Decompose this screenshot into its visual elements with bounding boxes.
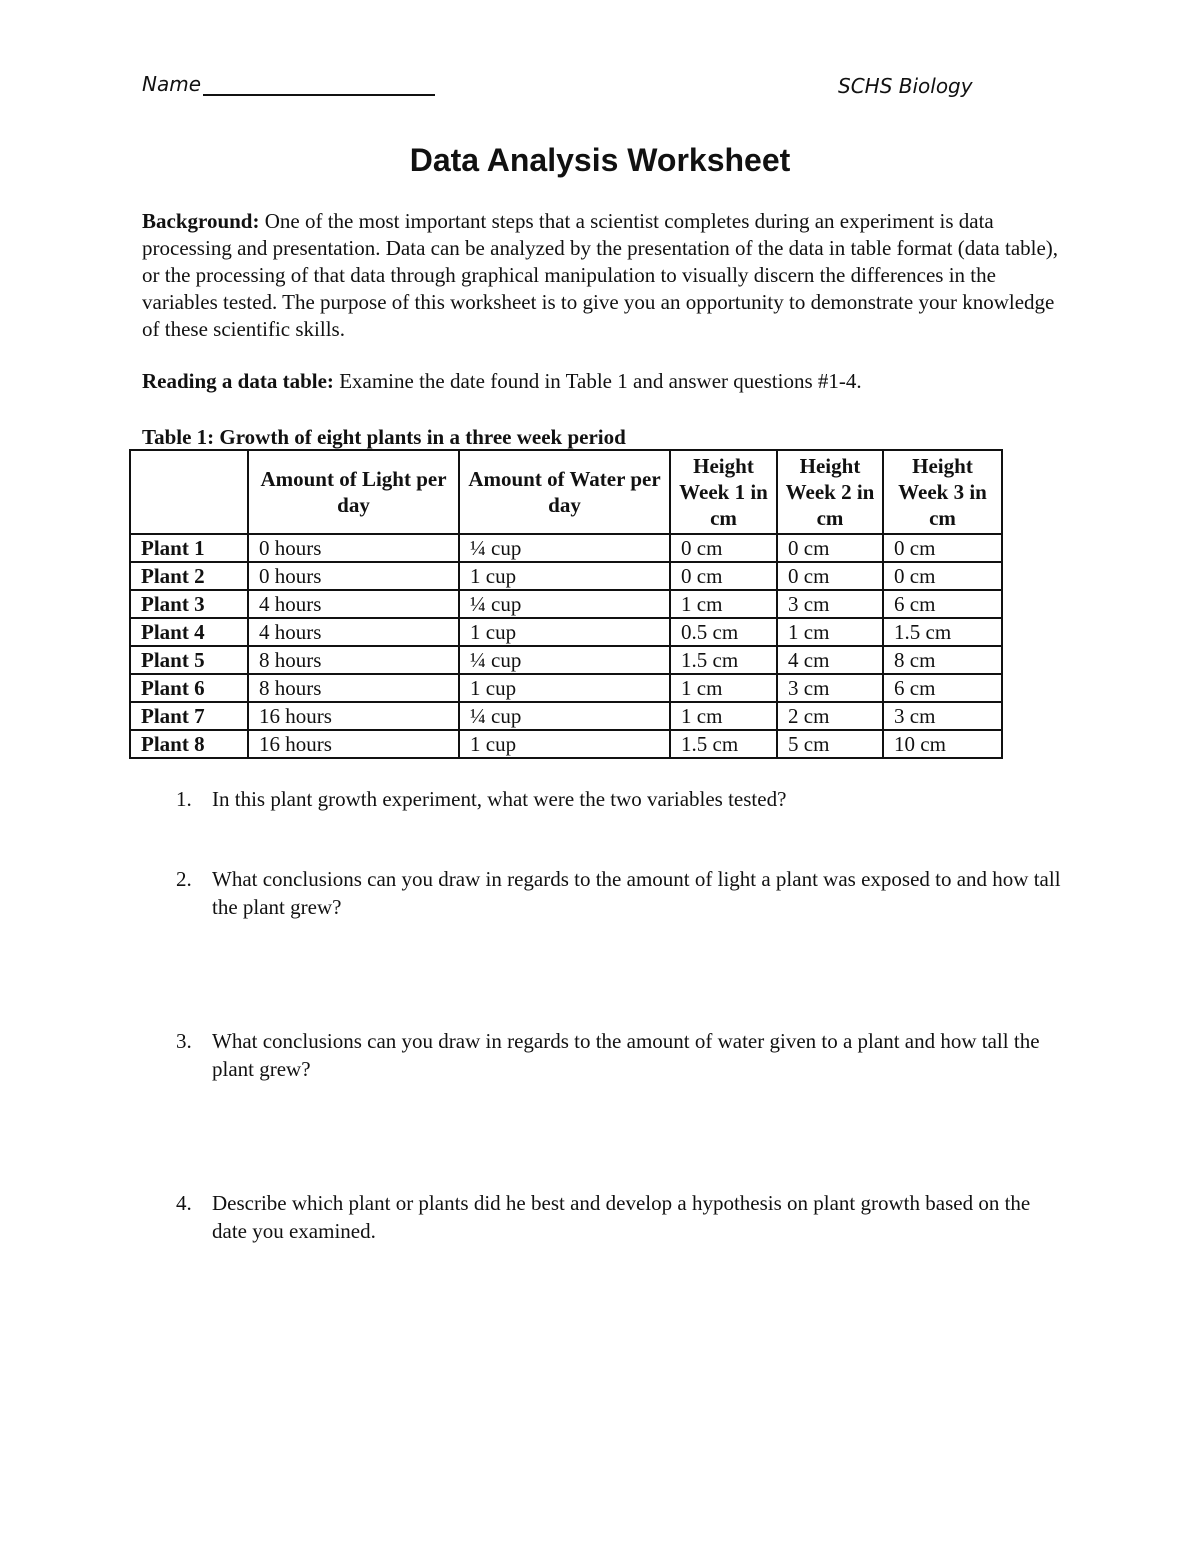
light-cell: 8 hours [248, 674, 459, 702]
plant-name-cell: Plant 5 [130, 646, 248, 674]
background-label: Background: [142, 209, 260, 233]
week3-height-cell: 10 cm [883, 730, 1002, 758]
week2-height-cell: 3 cm [777, 590, 883, 618]
light-cell: 16 hours [248, 730, 459, 758]
question-number: 1. [176, 787, 192, 811]
week3-height-cell: 3 cm [883, 702, 1002, 730]
plant-name-cell: Plant 1 [130, 534, 248, 562]
week3-height-cell: 1.5 cm [883, 618, 1002, 646]
water-cell: ¼ cup [459, 590, 670, 618]
table-row [130, 674, 1002, 702]
table-body [130, 534, 1002, 758]
week3-height-cell: 0 cm [883, 534, 1002, 562]
plant-name-cell: Plant 3 [130, 590, 248, 618]
table-row [130, 730, 1002, 758]
week1-height-cell: 0 cm [670, 562, 777, 590]
name-blank-line[interactable] [203, 74, 435, 96]
week1-height-cell: 1.5 cm [670, 646, 777, 674]
light-cell: 4 hours [248, 618, 459, 646]
table-row [130, 534, 1002, 562]
light-cell: 8 hours [248, 646, 459, 674]
question-item [142, 865, 1062, 921]
name-field [142, 72, 435, 96]
week1-height-cell: 1 cm [670, 590, 777, 618]
week1-height-cell: 1 cm [670, 702, 777, 730]
table-row [130, 590, 1002, 618]
plant-name-cell: Plant 6 [130, 674, 248, 702]
week2-height-cell: 5 cm [777, 730, 883, 758]
plant-name-cell: Plant 4 [130, 618, 248, 646]
table-row [130, 562, 1002, 590]
question-text: What conclusions can you draw in regards to the amount of water given to a plant and how tall the plant grew? [212, 1029, 1040, 1081]
light-cell: 0 hours [248, 562, 459, 590]
week1-height-cell: 0 cm [670, 534, 777, 562]
question-item [142, 1027, 1062, 1083]
water-cell: ¼ cup [459, 646, 670, 674]
week1-height-cell: 1 cm [670, 674, 777, 702]
light-cell: 16 hours [248, 702, 459, 730]
page-title: Data Analysis Worksheet [409, 142, 791, 178]
name-label: Name [142, 72, 202, 96]
water-cell: 1 cup [459, 562, 670, 590]
water-cell: 1 cup [459, 730, 670, 758]
course-label: SCHS Biology [838, 74, 973, 98]
plant-growth-table [129, 449, 1003, 759]
reading-label: Reading a data table: [142, 369, 334, 393]
light-cell: 4 hours [248, 590, 459, 618]
light-cell: 0 hours [248, 534, 459, 562]
question-number: 4. [176, 1191, 192, 1215]
header-cell-week1: Height Week 1 in cm [670, 450, 777, 534]
table-row [130, 646, 1002, 674]
week2-height-cell: 0 cm [777, 562, 883, 590]
header-cell-week2: Height Week 2 in cm [777, 450, 883, 534]
background-paragraph [142, 208, 1062, 343]
week3-height-cell: 6 cm [883, 674, 1002, 702]
reading-instructions [142, 368, 1062, 395]
question-text: In this plant growth experiment, what were the two variables tested? [212, 787, 787, 811]
table-header-row [130, 450, 1002, 534]
table-row [130, 618, 1002, 646]
table-row [130, 702, 1002, 730]
water-cell: 1 cup [459, 674, 670, 702]
reading-text: Examine the date found in Table 1 and answer questions #1-4. [333, 369, 862, 393]
week2-height-cell: 1 cm [777, 618, 883, 646]
header-cell-blank [130, 450, 248, 534]
header-cell-week3: Height Week 3 in cm [883, 450, 1002, 534]
plant-name-cell: Plant 2 [130, 562, 248, 590]
question-item [142, 1189, 1062, 1245]
week2-height-cell: 4 cm [777, 646, 883, 674]
week3-height-cell: 0 cm [883, 562, 1002, 590]
header-cell-water: Amount of Water per day [459, 450, 670, 534]
week3-height-cell: 8 cm [883, 646, 1002, 674]
water-cell: 1 cup [459, 618, 670, 646]
week2-height-cell: 3 cm [777, 674, 883, 702]
table-caption: Table 1: Growth of eight plants in a three week period [142, 425, 626, 449]
week2-height-cell: 0 cm [777, 534, 883, 562]
water-cell: ¼ cup [459, 534, 670, 562]
water-cell: ¼ cup [459, 702, 670, 730]
question-text: Describe which plant or plants did he best and develop a hypothesis on plant growth based on the date you examined. [212, 1191, 1031, 1243]
question-number: 2. [176, 867, 192, 891]
week1-height-cell: 0.5 cm [670, 618, 777, 646]
plant-name-cell: Plant 8 [130, 730, 248, 758]
question-number: 3. [176, 1029, 192, 1053]
plant-name-cell: Plant 7 [130, 702, 248, 730]
question-item [142, 785, 1062, 813]
question-text: What conclusions can you draw in regards to the amount of light a plant was exposed to and how tall the plant grew? [212, 867, 1061, 919]
week1-height-cell: 1.5 cm [670, 730, 777, 758]
background-text: One of the most important steps that a scientist completes during an experiment is data processing and presentation. Data can be analyzed by the presentation of the data in table format (data table), or the processing of that data through graphical manipulation to visually discern the differences in the variables tested. The purpose of this worksheet is to give you an opportunity to demonstrate your knowledge of these scientific skills. [142, 209, 1059, 341]
header-cell-light: Amount of Light per day [248, 450, 459, 534]
week2-height-cell: 2 cm [777, 702, 883, 730]
week3-height-cell: 6 cm [883, 590, 1002, 618]
